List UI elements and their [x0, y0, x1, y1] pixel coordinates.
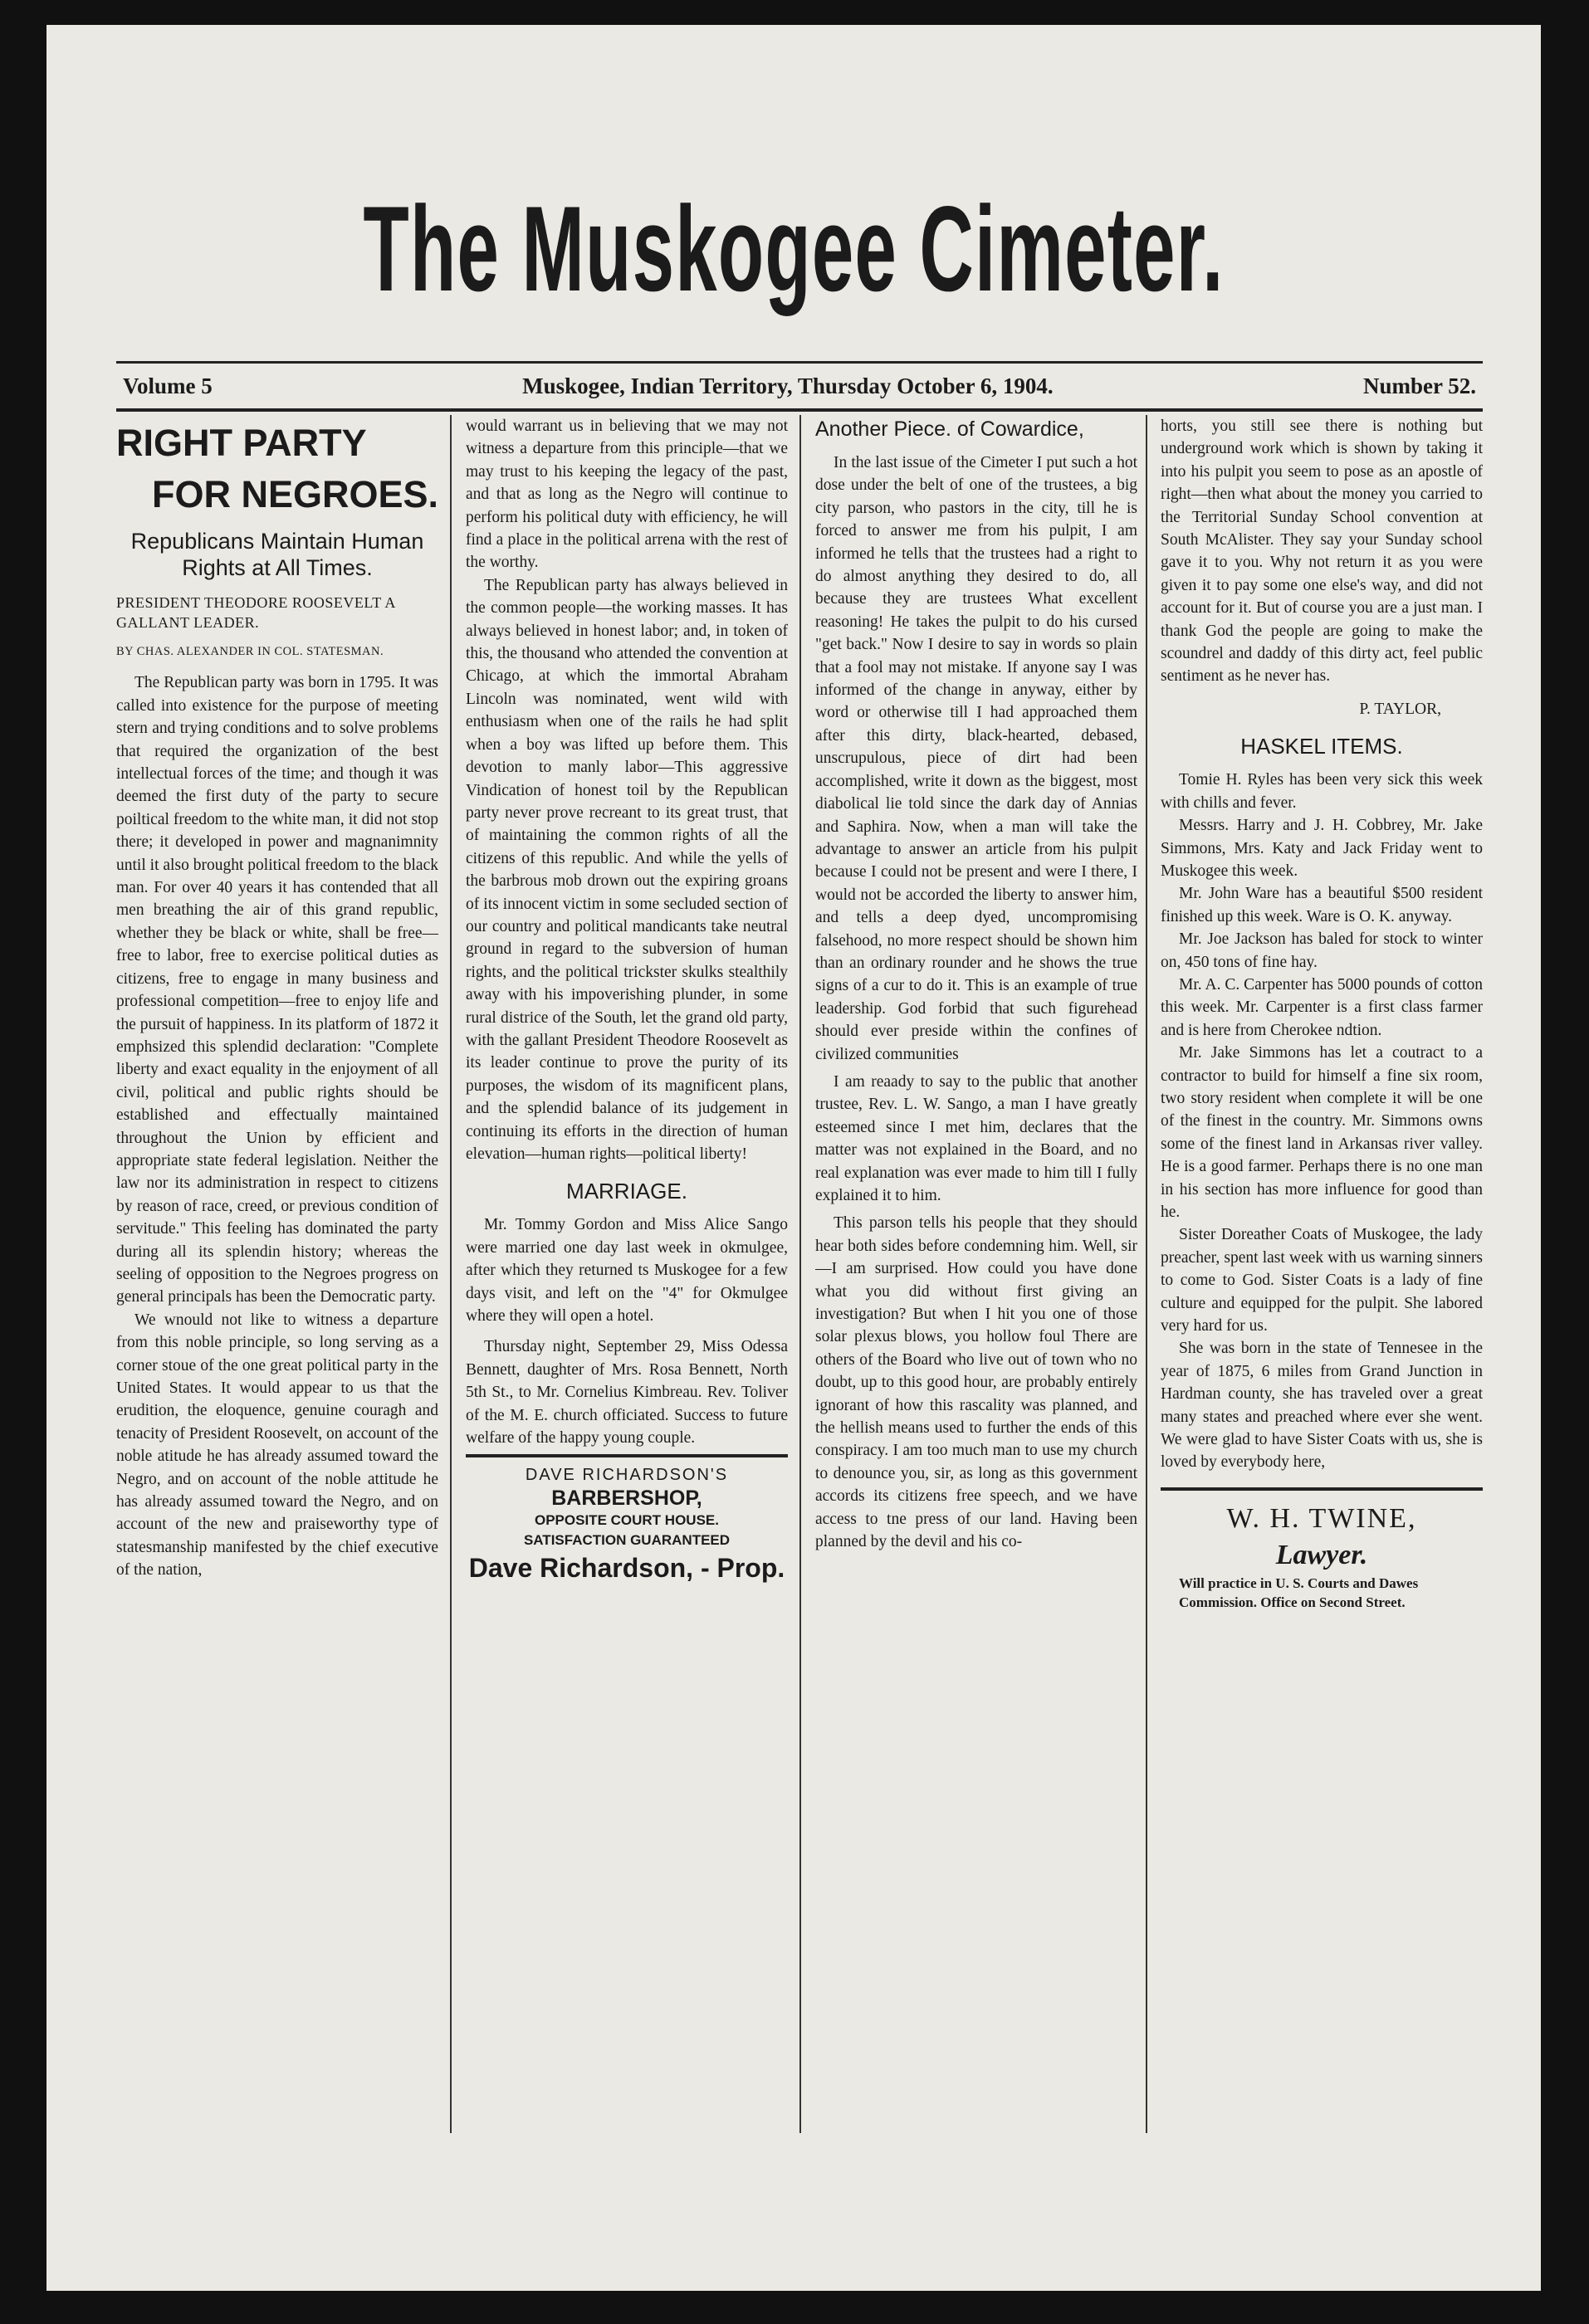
- subheadline: Republicans Maintain Human Rights at All Times.: [130, 529, 424, 580]
- article-paragraph: I am reaady to say to the public that another trustee, Rev. L. W. Sango, a man I have greatly esteemed since I met him, declares that the matter was not explained in the Board, and no real explanation was ever made to him till I fully explained it to him.: [815, 1072, 1137, 1204]
- marriage-heading: MARRIAGE.: [566, 1179, 687, 1204]
- newspaper-page: [46, 25, 1541, 2291]
- haskel-heading: HASKEL ITEMS.: [1240, 734, 1403, 759]
- article-paragraph: This parson tells his people that they should hear both sides before condemning him. Well, sir—I am surprised. How could you have done what you did without first giving an investigation? But when I hit you one of those solar plexus blows, you hollow foul There are others of the Board who live out of town who no doubt, up to this good hour, are probably entirely ignorant of how this rascality was planned, and the hellish means used to further the ends of this conspiracy. I am too much man to use my church to denounce you, sir, as long as this government accords its citizens free speech, and we have access to tne press of our land. Having been planned by the devil and his co-: [815, 1214, 1137, 1551]
- news-item: Tomie H. Ryles has been very sick this week with chills and fever.: [1161, 771, 1483, 812]
- column-4: [1161, 415, 1483, 2133]
- article-signature: P. TAYLOR,: [1359, 700, 1441, 718]
- masthead-title: The Muskogee Cimeter.: [363, 181, 1225, 316]
- dateline-bar: [116, 361, 1483, 412]
- article-paragraph: The Republican party was born in 1795. It was called into existence for the purpose of meeting stern and trying conditions and to solve problems that required the organization of the best intellectual forces of the time; and though it was deemed the first duty of the party to secure poiltical freedom to the white man, it did not stop there; it developed in power and magnanimnity until it also brought political freedom to the black man. For over 40 years it has contended that all men breathing the air of this grand republic, whether they be black or white, shall be free—free to labor, free to exercise political duties as citizens, free to engage in many business and professional competition—free to enjoy life and the pursuit of happiness. In its platform of 1872 it emphsized this splendid declaration: "Complete liberty and exact equality in the enjoyment of all civil, political and public rights should be established and effectually maintained throughout the Union by efficient and appropriate state federal legislation. Neither the law nor its administration in respect to citizens by reason of race, creed, or previous condition of servitude." This feeling has dominated the party during all its splendin history; whereas the seeling of opposition to the Negroes progress on general principals has been the Democratic party.: [116, 674, 438, 1306]
- issue-number: Number 52.: [1362, 374, 1476, 398]
- byline: BY CHAS. ALEXANDER IN COL. STATESMAN.: [116, 645, 384, 658]
- ad-proprietor-line: Dave Richardson, - Prop.: [468, 1553, 785, 1584]
- news-item: Mr. John Ware has a beautiful $500 resident finished up this week. Ware is O. K. anyway.: [1161, 885, 1483, 925]
- headline-line-2: FOR NEGROES.: [151, 473, 438, 515]
- place-date: Muskogee, Indian Territory, Thursday October 6, 1904.: [522, 374, 1054, 398]
- column-1: [116, 415, 438, 2133]
- article-paragraph: The Republican party has always believed in the common people—the working masses. It has always believed in honest labor; and, in token of this, the thousand who attended the convention at Chicago, at which the immortal Abraham Lincoln was nominated, went wild with enthusiasm when one of the rails he had split when a boy was lifted up before them. This devotion to manly labor—This aggressive Vindication of honest toil by the Republican party never prove recreant to its great trust, that of maintaining the common rights of all the citizens of this republic. And while the yells of the barbrous mob drown out the expiring groans of its innocent victim in some secluded section of our country and political mandicants take neutral ground in regard to the subversion of human rights, and the political trickster skulks stealthily away with his impoverishing plunder, in some rural districe of the South, let the grand old party, with the gallant President Theodore Roosevelt as its leader continue to prove the purity of its purposes, the wisdom of its magnificent plans, and the splendid balance of its judgement in continuing its efforts in the direction of human elevation—human rights—political liberty!: [466, 576, 788, 1163]
- barbershop-ad: [466, 1454, 788, 1585]
- news-item: She was born in the state of Tennesee in the year of 1875, 6 miles from Grand Junction in Hardman county, she has traveled over a great many states and preached where ever she went. We were glad to have Sister Coats with us, she is loved by everybody here,: [1161, 1340, 1483, 1472]
- ad-business-line: BARBERSHOP,: [551, 1487, 702, 1511]
- ad-location-line: OPPOSITE COURT HOUSE.: [535, 1512, 719, 1529]
- news-item: Mr. Jake Simmons has let a coutract to a contractor to build for himself a fine six room, two story resident when complete it will be one of the finest in the country. Mr. Simmons owns some of the finest land in Arkansas river valley. He is a good farmer. Perhaps there is no one man in his section has more influence for good than he.: [1161, 1044, 1483, 1221]
- column-2: [466, 415, 788, 2133]
- marriage-paragraph: Thursday night, September 29, Miss Odessa Bennett, daughter of Mrs. Rosa Bennett, North 5th St., to Mr. Cornelius Kimbreau. Rev. Toliver of the M. E. church officiated. Success to future welfare of the happy young couple.: [466, 1338, 788, 1448]
- article-paragraph: horts, you still see there is nothing but underground work which is shown by taking it into his pulpit you seem to pose as an apostle of right—then what about the money you carried to the Territorial Sunday School convention at South McAlister. They say your Sunday school gave it to you. Why not return it as you were given it to pay some one else's way, and did not account for it. But of course you are a just man. I thank God the people are going to make the scoundrel and daddy of this dirty act, feel public sentiment as he never has.: [1161, 417, 1483, 686]
- news-item: Mr. Joe Jackson has baled for stock to winter on, 450 tons of fine hay.: [1161, 930, 1483, 971]
- news-item: Messrs. Harry and J. H. Cobbrey, Mr. Jake Simmons, Mrs. Katy and Jack Friday went to Muskogee this week.: [1161, 817, 1483, 880]
- article-paragraph: would warrant us in believing that we may not witness a departure from this principle—that we may trust to his keeping the legacy of the past, and that as long as the Negro will continue to perform his political duty with efficiency, he will find a place in the political arrena with the rest of the worthy.: [466, 417, 788, 572]
- ad-owner-line: DAVE RICHARDSON'S: [525, 1466, 729, 1485]
- lawyer-details: Will practice in U. S. Courts and Dawes Commission. Office on Second Street.: [1179, 1575, 1419, 1610]
- column-3: [815, 415, 1137, 2133]
- article-paragraph: We wnould not like to witness a departure from this noble principle, so long serving as a corner stoue of the one great political party in the United States. It would appear to us that the erudition, the eloquence, genuine couragh and tenacity of President Roosevelt, on account of the noble atitude he has already assumed toward the Negro, and on account of the noble attitude he has already assumed toward the Negro, and on account of the new and praiseworthy type of statesmanship manifested by the chief executive of the nation,: [116, 1311, 438, 1579]
- volume-label: Volume 5: [123, 374, 213, 398]
- article-columns: [116, 415, 1483, 2133]
- ad-guarantee-line: SATISFACTION GUARANTEED: [523, 1532, 731, 1549]
- headline-line-1: RIGHT PARTY: [116, 422, 367, 464]
- news-item: Sister Doreather Coats of Muskogee, the lady preacher, spent last week with us warning sinners to come to God. Sister Coats is a lady of fine culture and equipped for the pulpit. She labored very hard for us.: [1161, 1226, 1483, 1335]
- news-item: Mr. A. C. Carpenter has 5000 pounds of cotton this week. Mr. Carpenter is a first class farmer and is here from Cherokee ndtion.: [1161, 975, 1483, 1039]
- lawyer-ad: [1161, 1487, 1483, 1612]
- column-rule: [1146, 415, 1147, 2133]
- column-rule: [799, 415, 801, 2133]
- lawyer-name: W. H. TWINE,: [1226, 1502, 1417, 1534]
- article-paragraph: In the last issue of the Cimeter I put such a hot dose under the belt of one of the trustees, a big city parson, who pastors in the city, till he is forced to answer me from his pulpit, I am informed he tells that the trustees had a right to do almost anything they desired to do, all because they are trustees What excellent reasoning! He takes the pulpit to do his cursed "get back." Now I desire to say in words so plain that a fool may not mistake. If anyone say I was informed of the change in anyway, either by word or otherwise till I had approached them after this dirty, black-hearted, debased, unscrupulous, piece of dirt had been accomplished, write it down as the biggest, most diabolical lie told since the dark day of Annias and Saphira. Now, when a man will take the advantage to answer an article from his pulpit because I could not be present and were I there, I would not be accorded the liberty to answer him, and tells a deep dyed, uncompromising falsehood, no more respect should be shown him than an ordinary rounder and he shows the true signs of a cur to do it. This is an example of true leadership. God forbid that such figurehead should ever preside within the confines of civilized communities: [815, 454, 1137, 1063]
- lawyer-title: Lawyer.: [1275, 1539, 1368, 1570]
- cowardice-heading: Another Piece. of Cowardice,: [815, 417, 1084, 441]
- deck: PRESIDENT THEODORE ROOSEVELT A GALLANT LEADER.: [116, 594, 395, 631]
- column-rule: [450, 415, 452, 2133]
- marriage-paragraph: Mr. Tommy Gordon and Miss Alice Sango were married one day last week in okmulgee, after which they returned ts Muskogee for a few days visit, and left on the "4" for Okmulgee where they will open a hotel.: [466, 1216, 788, 1326]
